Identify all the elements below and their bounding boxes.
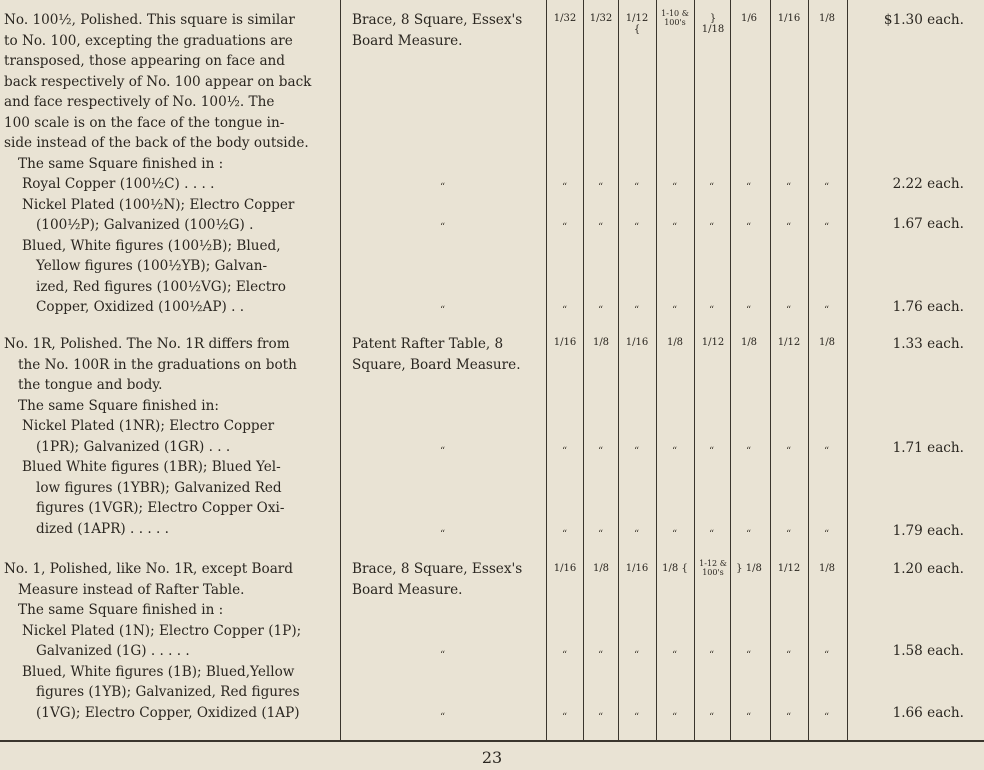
- ditto-mark: “: [824, 305, 830, 316]
- desc-line: The same Square finished in :: [18, 155, 224, 172]
- ditto-mark: “: [746, 305, 752, 316]
- ditto-mark: “: [672, 182, 678, 193]
- graduation: 1/8: [740, 337, 758, 348]
- graduation: 1/12: [777, 337, 801, 348]
- desc-line: side instead of the back of the body outside.: [4, 135, 309, 151]
- ditto-mark: “: [786, 712, 792, 723]
- ditto-mark: “: [440, 222, 446, 233]
- graduation: 1/8 {: [662, 563, 688, 574]
- ditto-mark: “: [562, 446, 568, 457]
- ditto-mark: “: [634, 222, 640, 233]
- graduation: 1/12 {: [625, 13, 649, 35]
- desc-line: Measure instead of Rafter Table.: [18, 581, 245, 598]
- graduation: 1/16: [553, 563, 577, 574]
- graduation: 1/16: [625, 563, 649, 574]
- entry-100-half-measure: Brace, 8 Square, Essex's Board Measure.: [352, 12, 523, 49]
- ditto-mark: “: [634, 182, 640, 193]
- ditto-mark: “: [598, 650, 604, 661]
- ditto-mark: “: [634, 446, 640, 457]
- desc-line: low figures (1YBR); Galvanized Red: [36, 479, 282, 496]
- ditto-mark: “: [824, 222, 830, 233]
- price: 2.22 each.: [892, 176, 964, 192]
- desc-line: No. 1R, Polished. The No. 1R differs from: [4, 336, 290, 352]
- ditto-mark: “: [824, 529, 830, 540]
- ditto-mark: “: [746, 650, 752, 661]
- graduation: 1-10 & 100's: [661, 9, 689, 27]
- ditto-mark: “: [786, 446, 792, 457]
- entry-1-measure: Brace, 8 Square, Essex's Board Measure.: [352, 561, 523, 598]
- graduation: 1/8: [818, 337, 836, 348]
- ditto-mark: “: [746, 182, 752, 193]
- column-rule: [340, 0, 341, 740]
- ditto-mark: “: [440, 305, 446, 316]
- price: 1.20 each.: [892, 561, 964, 577]
- ditto-mark: “: [824, 182, 830, 193]
- graduation: 1/6: [740, 13, 758, 24]
- ditto-mark: “: [598, 222, 604, 233]
- desc-line: and face respectively of No. 100½. The: [4, 94, 275, 110]
- ditto-mark: “: [562, 712, 568, 723]
- ditto-mark: “: [672, 650, 678, 661]
- ditto-mark: “: [562, 650, 568, 661]
- ditto-mark: “: [709, 712, 715, 723]
- column-rule: [618, 0, 619, 740]
- desc-line: the tongue and body.: [18, 377, 163, 393]
- desc-line: The same Square finished in :: [18, 602, 224, 618]
- ditto-mark: “: [746, 446, 752, 457]
- column-rule: [770, 0, 771, 740]
- graduation: 1/12: [777, 563, 801, 574]
- graduation: 1/8: [818, 13, 836, 24]
- ditto-mark: “: [709, 222, 715, 233]
- ditto-mark: “: [634, 650, 640, 661]
- graduation: 1/16: [553, 337, 577, 348]
- ditto-mark: “: [562, 182, 568, 193]
- desc-line: Blued White figures (1BR); Blued Yel-: [22, 459, 281, 475]
- ditto-mark: “: [562, 305, 568, 316]
- ditto-mark: “: [786, 305, 792, 316]
- ditto-mark: “: [709, 305, 715, 316]
- ditto-mark: “: [598, 712, 604, 723]
- desc-line: No. 1, Polished, like No. 1R, except Board: [4, 561, 294, 577]
- ditto-mark: “: [746, 529, 752, 540]
- desc-line: Galvanized (1G) . . . . .: [36, 643, 190, 659]
- desc-line: Copper, Oxidized (100½AP) . .: [36, 299, 245, 315]
- column-rule: [583, 0, 584, 740]
- price: 1.79 each.: [892, 523, 964, 539]
- entry-100-half-description: [4, 10, 330, 318]
- price: 1.33 each.: [892, 336, 964, 352]
- ditto-mark: “: [709, 182, 715, 193]
- column-rule: [546, 0, 547, 740]
- desc-line: to No. 100, excepting the graduations are: [4, 32, 293, 49]
- price: 1.58 each.: [892, 643, 964, 659]
- ditto-mark: “: [709, 650, 715, 661]
- column-rule: [656, 0, 657, 740]
- ditto-mark: “: [634, 529, 640, 540]
- desc-line: (1PR); Galvanized (1GR) . . .: [36, 438, 231, 455]
- desc-line: (100½P); Galvanized (100½G) .: [36, 217, 254, 233]
- ditto-mark: “: [672, 305, 678, 316]
- column-rule: [694, 0, 695, 740]
- desc-line: the No. 100R in the graduations on both: [18, 356, 297, 373]
- desc-line: Nickel Plated (1N); Electro Copper (1P);: [22, 622, 302, 639]
- desc-line: (1VG); Electro Copper, Oxidized (1AP): [36, 704, 300, 721]
- price: 1.71 each.: [892, 440, 964, 456]
- graduation: 1/12: [701, 337, 725, 348]
- ditto-mark: “: [440, 182, 446, 193]
- desc-line: No. 100½, Polished. This square is similar: [4, 12, 295, 28]
- ditto-mark: “: [786, 222, 792, 233]
- graduation: 1/16: [625, 337, 649, 348]
- ditto-mark: “: [672, 446, 678, 457]
- ditto-mark: “: [672, 529, 678, 540]
- ditto-mark: “: [786, 182, 792, 193]
- desc-line: The same Square finished in:: [18, 397, 219, 414]
- desc-line: figures (1VGR); Electro Copper Oxi-: [36, 500, 285, 516]
- ditto-mark: “: [824, 712, 830, 723]
- ditto-mark: “: [440, 529, 446, 540]
- ditto-mark: “: [598, 446, 604, 457]
- price: $1.30 each.: [883, 12, 964, 28]
- ditto-mark: “: [786, 650, 792, 661]
- graduation: 1/16: [777, 13, 801, 24]
- desc-line: back respectively of No. 100 appear on back: [4, 73, 312, 90]
- entry-1r-measure: Patent Rafter Table, 8 Square, Board Measure.: [352, 336, 521, 373]
- desc-line: Yellow figures (100½YB); Galvan-: [36, 258, 268, 274]
- ditto-mark: “: [746, 222, 752, 233]
- desc-line: Nickel Plated (100½N); Electro Copper: [22, 196, 295, 213]
- ditto-mark: “: [440, 446, 446, 457]
- ditto-mark: “: [440, 712, 446, 723]
- ditto-mark: “: [562, 222, 568, 233]
- ditto-mark: “: [634, 712, 640, 723]
- footer-rule: [0, 740, 984, 742]
- ditto-mark: “: [786, 529, 792, 540]
- ditto-mark: “: [440, 650, 446, 661]
- graduation: 1/32: [589, 13, 613, 24]
- ditto-mark: “: [746, 712, 752, 723]
- desc-line: Royal Copper (100½C) . . . .: [22, 176, 215, 192]
- price: 1.66 each.: [892, 705, 964, 721]
- price: 1.67 each.: [892, 216, 964, 232]
- desc-line: figures (1YB); Galvanized, Red figures: [36, 684, 300, 700]
- desc-line: dized (1APR) . . . . .: [36, 520, 169, 537]
- column-rule: [730, 0, 731, 740]
- desc-line: ized, Red figures (100½VG); Electro: [36, 278, 286, 295]
- desc-line: transposed, those appearing on face and: [4, 53, 286, 69]
- graduation: 1-12 & 100's: [699, 559, 727, 577]
- ditto-mark: “: [634, 305, 640, 316]
- ditto-mark: “: [598, 305, 604, 316]
- desc-line: Blued, White figures (100½B); Blued,: [22, 237, 281, 254]
- ditto-mark: “: [672, 712, 678, 723]
- ditto-mark: “: [562, 529, 568, 540]
- graduation: } 1/8: [736, 563, 762, 574]
- page-number: 23: [481, 748, 503, 767]
- desc-line: 100 scale is on the face of the tongue in-: [4, 114, 285, 131]
- entry-1-description: [4, 559, 330, 723]
- graduation: 1/8: [592, 563, 610, 574]
- graduation: 1/8: [592, 337, 610, 348]
- ditto-mark: “: [824, 650, 830, 661]
- ditto-mark: “: [672, 222, 678, 233]
- desc-line: Blued, White figures (1B); Blued,Yellow: [22, 663, 295, 680]
- desc-line: Nickel Plated (1NR); Electro Copper: [22, 418, 275, 434]
- column-rule: [847, 0, 848, 740]
- ditto-mark: “: [598, 182, 604, 193]
- ditto-mark: “: [709, 529, 715, 540]
- entry-1r-description: [4, 334, 330, 539]
- ditto-mark: “: [824, 446, 830, 457]
- column-rule: [808, 0, 809, 740]
- graduation: 1/32: [553, 13, 577, 24]
- ditto-mark: “: [598, 529, 604, 540]
- graduation: } 1/18: [701, 13, 725, 35]
- ditto-mark: “: [709, 446, 715, 457]
- price: 1.76 each.: [892, 299, 964, 315]
- graduation: 1/8: [666, 337, 684, 348]
- graduation: 1/8: [818, 563, 836, 574]
